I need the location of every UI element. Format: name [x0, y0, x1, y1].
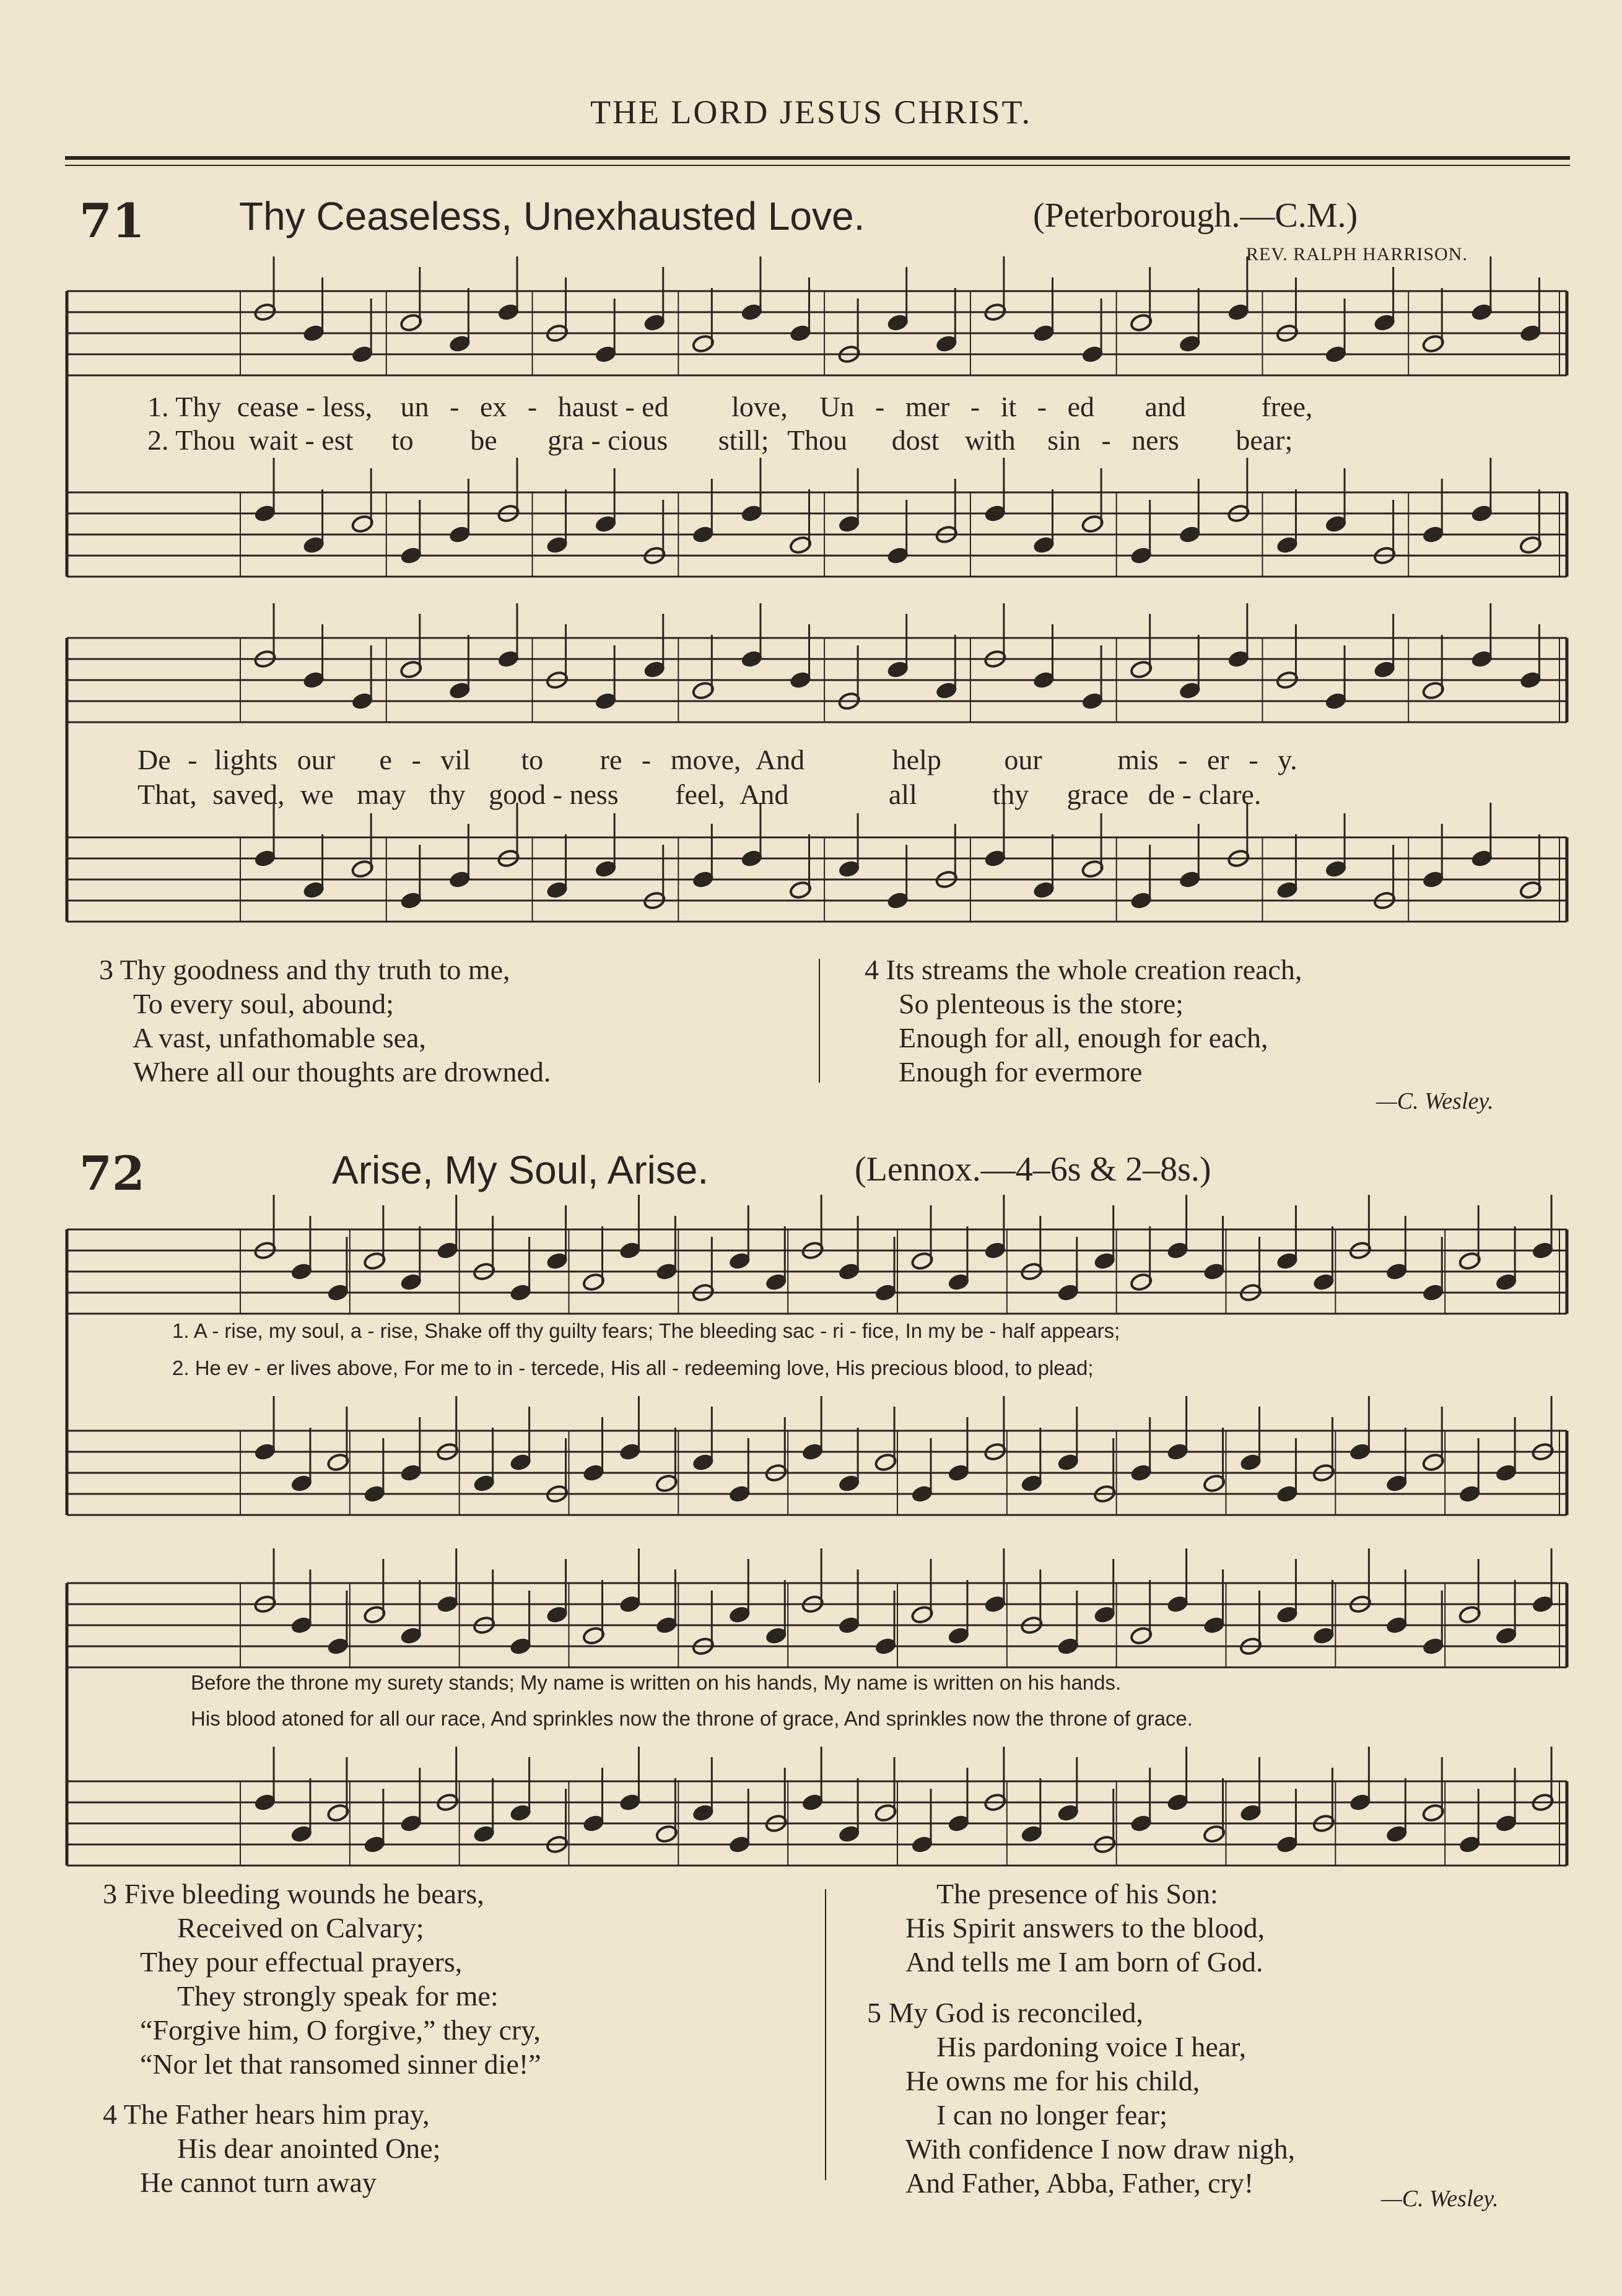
hymn-71-tune: (Peterborough.—C.M.) — [1033, 196, 1358, 235]
syllable: to — [521, 744, 544, 775]
syllable: re — [600, 744, 622, 775]
syllable: bear; — [1236, 424, 1293, 456]
syllable: e — [379, 744, 392, 775]
stanza-line: He owns me for his child, — [905, 2065, 1200, 2097]
hymn-72-number: 72 — [79, 1146, 145, 1201]
syllable: - — [1037, 391, 1047, 422]
syllable: our — [297, 744, 336, 775]
stanza-line: 4 The Father hears him pray, — [103, 2098, 430, 2130]
syllable: vil — [440, 744, 471, 775]
syllable: De — [137, 744, 171, 775]
hymn-72-s2-verse1: Before the throne my surety stands; My name is written on his hands, My name is written on his hands. — [191, 1671, 1122, 1694]
syllable: wait - est — [248, 424, 354, 456]
hymn-71-number: 71 — [79, 193, 145, 248]
stanza-line: His dear anointed One; — [177, 2132, 441, 2164]
syllable: de - clare. — [1148, 779, 1262, 810]
syllable: saved, — [212, 779, 285, 810]
syllable: - — [970, 391, 980, 422]
hymn-71-title: Thy Ceaseless, Unexhausted Love. — [239, 194, 865, 238]
hymn-72-s1-verse1: 1. A - rise, my soul, a - rise, Shake off thy guilty fears; The bleeding sac - ri - fice, In my be - half appears; — [172, 1319, 1120, 1342]
hymn-72-stanza-4 — [103, 2097, 440, 2199]
syllable: - — [188, 744, 198, 775]
stanza-line: 4 Its streams the whole creation reach, — [865, 954, 1302, 985]
syllable: er — [1206, 744, 1229, 775]
syllable: grace — [1066, 779, 1129, 810]
syllable: - — [1178, 744, 1188, 775]
stanza-line: Enough for evermore — [899, 1056, 1143, 1088]
syllable: - — [875, 391, 885, 422]
hymn-72-author: —C. Wesley. — [1381, 2186, 1499, 2212]
syllable: cease - less, — [237, 391, 373, 422]
running-head: THE LORD JESUS CHRIST. — [590, 94, 1032, 131]
stanza-line: They pour effectual prayers, — [140, 1946, 463, 1978]
stanza-line: So plenteous is the store; — [899, 988, 1184, 1019]
syllable: - — [411, 744, 421, 775]
syllable: lights — [214, 744, 278, 775]
stanza-line: A vast, unfathomable sea, — [133, 1022, 426, 1054]
stanza-line: His Spirit answers to the blood, — [905, 1912, 1265, 1944]
syllable: help — [892, 744, 941, 775]
syllable: Thou — [787, 424, 848, 456]
syllable: be — [470, 424, 497, 456]
hymn-71-s1-verse1 — [147, 390, 1312, 423]
syllable: ex — [480, 391, 507, 422]
syllable: love, — [731, 391, 788, 422]
stanza-line: And Father, Abba, Father, cry! — [905, 2167, 1254, 2199]
stanza-line: His pardoning voice I hear, — [936, 2031, 1247, 2062]
syllable: y. — [1278, 744, 1297, 775]
syllable: and — [1145, 391, 1186, 422]
syllable: we — [300, 779, 334, 810]
stanza-line: Enough for all, enough for each, — [899, 1022, 1268, 1054]
syllable: - — [527, 391, 538, 422]
stanza-line: They strongly speak for me: — [177, 1980, 499, 2012]
syllable: - — [641, 744, 652, 775]
syllable: Un — [819, 391, 855, 422]
hymn-71-s2-verse2 — [137, 778, 1261, 811]
stanza-line: 3 Thy goodness and thy truth to me, — [99, 954, 510, 985]
syllable: That, — [137, 779, 197, 810]
syllable: feel, — [675, 779, 725, 810]
hymn-71-composer: REV. RALPH HARRISON. — [1246, 244, 1468, 264]
stanza-line: And tells me I am born of God. — [905, 1946, 1263, 1978]
hymn-72-stanza-4-continued — [867, 1877, 1265, 1979]
syllable: - — [450, 391, 460, 422]
stanza-divider — [825, 1889, 826, 2180]
syllable: with — [964, 424, 1016, 456]
syllable: ners — [1131, 424, 1179, 456]
syllable: our — [1004, 744, 1042, 775]
syllable: un — [400, 391, 429, 422]
stanza-line: I can no longer fear; — [936, 2099, 1167, 2131]
hymn-72-stanza-5 — [867, 1996, 1295, 2200]
stanza-divider — [819, 959, 820, 1083]
syllable: sin — [1047, 424, 1081, 456]
syllable: ed — [1067, 391, 1095, 422]
syllable: dost — [891, 424, 940, 456]
syllable: mer — [905, 391, 950, 422]
syllable: move, — [670, 744, 741, 775]
hymn-72-title: Arise, My Soul, Arise. — [332, 1148, 709, 1192]
stanza-line: He cannot turn away — [140, 2167, 377, 2198]
syllable: mis — [1117, 744, 1159, 775]
hymn-72-stanza-3 — [103, 1877, 541, 2081]
stanza-line: “Forgive him, O forgive,” they cry, — [140, 2014, 541, 2046]
syllable: thy — [429, 779, 466, 810]
syllable: all — [888, 779, 917, 810]
syllable: - — [1249, 744, 1258, 775]
syllable: And — [739, 779, 789, 810]
stanza-line: “Nor let that ransomed sinner die!” — [140, 2048, 541, 2080]
syllable: good - ness — [489, 779, 619, 810]
syllable: gra - cious — [547, 424, 668, 456]
syllable: haust - ed — [557, 391, 669, 422]
syllable: 1. Thy — [147, 391, 222, 422]
hymn-71-author: —C. Wesley. — [1376, 1088, 1494, 1114]
hymn-72-s1-verse2: 2. He ev - er lives above, For me to in - tercede, His all - redeeming love, His precious blood, to plead; — [172, 1356, 1094, 1379]
syllable: - — [1101, 424, 1111, 456]
syllable: may — [357, 779, 406, 810]
stanza-line: Where all our thoughts are drowned. — [133, 1056, 551, 1088]
hymn-72-tune: (Lennox.—4–6s & 2–8s.) — [855, 1150, 1211, 1189]
hymn-71-stanza-4 — [865, 953, 1302, 1089]
syllable: it — [1000, 391, 1017, 422]
syllable: free, — [1261, 391, 1313, 422]
stanza-line: To every soul, abound; — [133, 988, 394, 1019]
hymn-72-s2-verse2: His blood atoned for all our race, And sprinkles now the throne of grace, And sprinkles now the throne of grace. — [191, 1707, 1193, 1730]
hymn-71-s1-verse2 — [147, 424, 1293, 456]
stanza-line: The presence of his Son: — [936, 1878, 1218, 1910]
syllable: 2. Thou — [147, 424, 236, 456]
hymn-71-s2-verse1 — [137, 743, 1297, 776]
stanza-line: 5 My God is reconciled, — [867, 1997, 1143, 2028]
syllable: still; — [718, 424, 769, 456]
syllable: to — [391, 424, 414, 456]
hymn-71-stanza-3 — [99, 953, 551, 1089]
stanza-line: With confidence I now draw nigh, — [905, 2133, 1296, 2165]
stanza-line: 3 Five bleeding wounds he bears, — [103, 1878, 484, 1910]
syllable: And — [755, 744, 805, 775]
stanza-line: Received on Calvary; — [177, 1912, 424, 1944]
syllable: thy — [992, 779, 1029, 810]
